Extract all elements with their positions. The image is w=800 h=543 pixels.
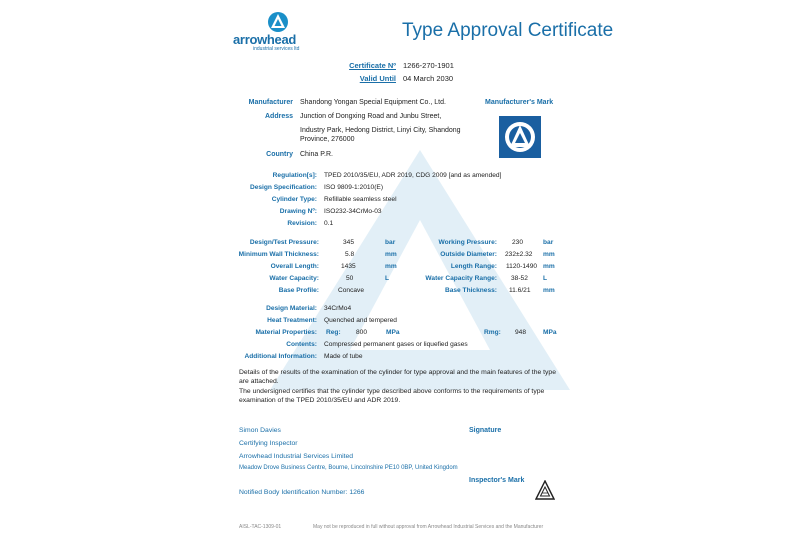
dim-label: Overall Length: [270,263,319,270]
footer-notice: May not be reproduced in full without approval from Arrowhead Industrial Services and the Manufacturer [313,524,544,530]
notified-body-number: Notified Body Identification Number: 1266 [239,489,365,496]
dim-unit: L [543,275,548,282]
certificate-number: 1266-270-1901 [403,61,454,70]
signatory-address: Meadow Drove Business Centre, Bourne, Lincolnshire PE10 0BP, United Kingdom [239,465,458,471]
additional-info-value: Made of tube [324,353,363,360]
material-properties-label: Material Properties: [255,329,317,336]
valid-until-date: 04 March 2030 [403,74,454,83]
signatory-role: Certifying Inspector [239,440,298,447]
heat-treatment-label: Heat Treatment: [267,317,317,324]
page-title: Type Approval Certificate [402,20,614,41]
dim-value: 38-52 [511,275,528,282]
dim-label: Length Range: [450,263,497,270]
country-value: China P.R. [300,151,333,158]
dim-unit: mm [385,263,397,270]
dim-value: Concave [338,287,365,294]
manufacturer-name: Shandong Yongan Special Equipment Co., Ltd. [300,99,446,106]
reg-value: 800 [356,329,368,336]
inspector-mark-icon [535,480,555,500]
signatory-name: Simon Davies [239,427,281,434]
contents-label: Contents: [286,341,317,348]
arrowhead-logo-icon [265,11,291,33]
design-material-label: Design Material: [266,305,317,312]
signatory-company: Arrowhead Industrial Services Limited [239,453,354,460]
address-label: Address [264,113,293,120]
address-line-1: Junction of Dongxing Road and Junbu Street, [300,113,442,120]
additional-info-label: Additional Information: [244,353,317,360]
manufacturer-label: Manufacturer [248,99,293,106]
manufacturers-mark-label: Manufacturer's Mark [485,99,554,106]
spec-value: Refillable seamless steel [324,196,397,203]
dim-label: Working Pressure: [438,239,497,246]
rmg-label: Rmg: [484,329,501,336]
dim-unit: mm [385,251,397,258]
reg-unit: MPa [386,329,400,336]
rmg-unit: MPa [543,329,557,336]
dim-unit: mm [543,251,555,258]
spec-value: ISO232-34CrMo-03 [324,208,382,215]
conformity-paragraph: The undersigned certifies that the cylinder type described above conforms to the requirements of type examination of the TPED 2010/35/EU and ADR 2019. [239,388,545,404]
address-line-3: Province, 276000 [300,136,355,143]
spec-value: 0.1 [324,220,334,227]
address-line-2: Industry Park, Hedong District, Linyi City, Shandong [300,127,461,134]
spec-label: Regulation[s]: [272,172,317,179]
dim-label: Water Capacity Range: [425,275,497,282]
dim-unit: mm [543,263,555,270]
spec-label: Drawing Nº: [279,208,317,215]
dim-value: 1435 [341,263,356,270]
dim-value: 11.6/21 [509,287,531,294]
spec-label: Revision: [287,220,317,227]
dim-value: 1120-1490 [506,263,538,270]
spec-label: Cylinder Type: [271,196,317,203]
manufacturer-mark-icon [499,116,541,158]
spec-value: ISO 9809-1:2010(E) [324,184,384,191]
signature-label: Signature [469,427,502,434]
dim-value: 50 [346,275,354,282]
heat-treatment-value: Quenched and tempered [324,317,397,324]
dim-unit: bar [385,239,396,246]
certificate-number-label: Certificate Nº [349,61,396,70]
inspectors-mark-label: Inspector's Mark [469,477,525,484]
logo-subtitle: industrial services ltd [253,46,300,52]
dim-label: Minimum Wall Thickness: [238,251,319,258]
rmg-value: 948 [515,329,527,336]
dim-unit: mm [543,287,555,294]
spec-label: Design Specification: [249,184,317,191]
dim-value: 345 [343,239,355,246]
dim-value: 230 [512,239,524,246]
reg-label: Reg: [326,329,341,336]
dim-unit: bar [543,239,554,246]
dim-label: Base Profile: [278,287,319,294]
dim-value: 232±2.32 [505,251,533,258]
valid-until-label: Valid Until [359,74,396,83]
logo-wordmark: arrowhead [233,32,297,47]
dim-value: 5.8 [345,251,355,258]
contents-value: Compressed permanent gases or liquefied gases [324,341,468,348]
footer-reference: AISL-TAC-1309-01 [239,524,282,530]
dim-label: Design/Test Pressure: [249,239,319,246]
results-paragraph: Details of the results of the examination of the cylinder for type approval and the main features of the type are attached. [239,369,556,385]
dim-label: Outside Diameter: [440,251,497,258]
design-material-value: 34CrMo4 [324,305,352,312]
dim-label: Base Thickness: [444,287,497,294]
spec-value: TPED 2010/35/EU, ADR 2019, CDG 2009 [and as amended] [324,172,502,179]
country-label: Country [266,151,293,158]
dim-unit: L [385,275,390,282]
dim-label: Water Capacity: [269,275,319,282]
